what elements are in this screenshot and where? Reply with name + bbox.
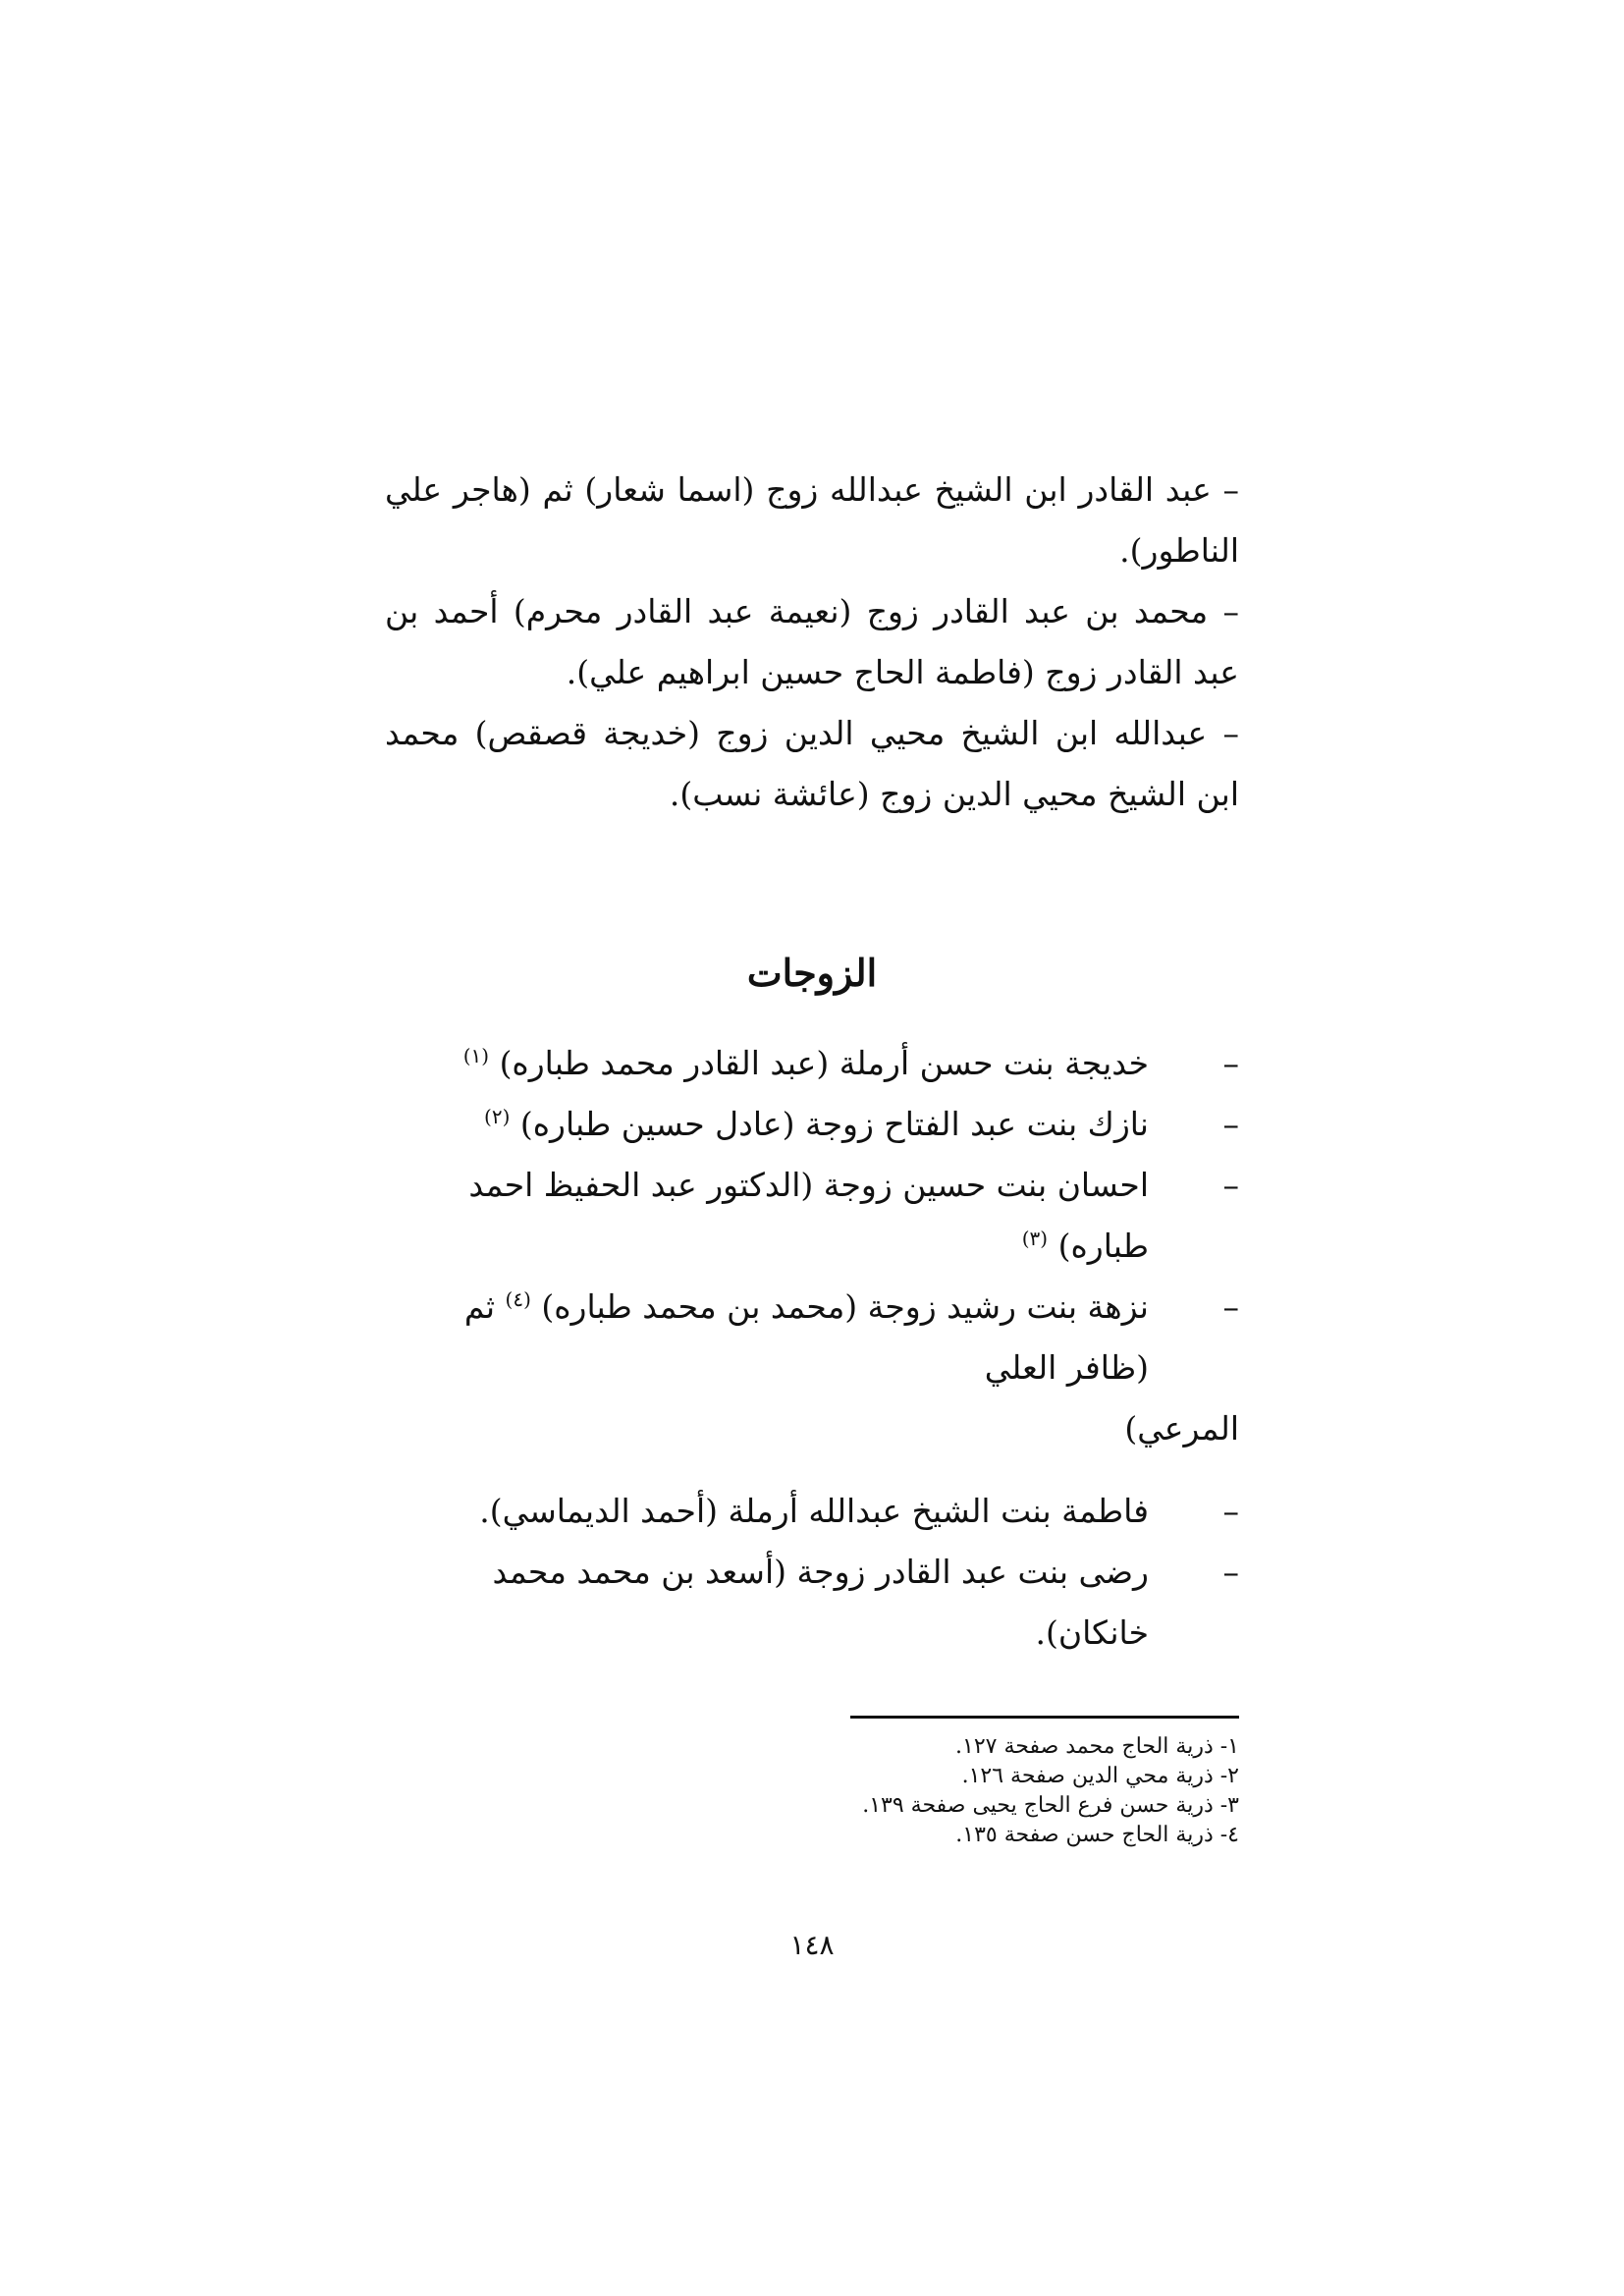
list-dash: – [1222,1105,1239,1143]
footnote-divider [850,1716,1239,1719]
footnote: ٤- ذرية الحاج حسن صفحة ١٣٥. [955,1823,1239,1847]
footnote-ref: (١) [462,1044,490,1067]
page-number: ١٤٨ [789,1929,835,1961]
list-dash: – [1222,1492,1239,1530]
footnote: ١- ذرية الحاج محمد صفحة ١٢٧. [955,1734,1239,1759]
list-dash: – [1222,1166,1239,1204]
section-title: الزوجات [746,951,878,995]
footnote: ٣- ذرية حسن فرع الحاج يحيى صفحة ١٣٩. [862,1793,1239,1818]
intro-section [385,460,1239,825]
list-item [385,1542,1239,1664]
list-item-text: فاطمة بنت الشيخ عبدالله أرملة (أحمد الديماسي). [479,1492,1149,1530]
list-item-text: نازك بنت عبد الفتاح زوجة (عادل حسين طباره) [519,1105,1149,1143]
list-item [385,1155,1239,1277]
list-item [385,1033,1239,1094]
footnote-ref: (٢) [484,1105,511,1128]
footnote: ٢- ذرية محي الدين صفحة ١٢٦. [961,1764,1239,1788]
list-item [385,1481,1239,1542]
list-item [385,1094,1239,1155]
list-dash: – [1222,1553,1239,1591]
intro-paragraph: – عبدالله ابن الشيخ محيي الدين زوج (خديجة قصقص) محمد ابن الشيخ محيي الدين زوج (عائشة نسب). [385,714,1239,813]
footnote-ref: (٣) [1021,1227,1049,1250]
wives-list [385,1033,1239,1664]
list-item-text: احسان بنت حسين زوجة (الدكتور عبد الحفيظ احمد طباره) [468,1166,1149,1265]
intro-paragraph: – محمد بن عبد القادر زوج (نعيمة عبد القادر محرم) أحمد بن عبد القادر زوج (فاطمة الحاج حسين ابراهيم علي). [385,592,1239,691]
list-item-text: نزهة بنت رشيد زوجة (محمد بن محمد طباره) [541,1287,1149,1326]
list-dash: – [1222,1044,1239,1082]
list-item-continuation: المرعي) [1124,1409,1239,1448]
list-dash: – [1222,1287,1239,1326]
footnote-ref: (٤) [505,1287,531,1311]
footnotes [850,1732,1239,1850]
list-item-text: خديجة بنت حسن أرملة (عبد القادر محمد طباره) [499,1044,1149,1082]
intro-paragraph: – عبد القادر ابن الشيخ عبدالله زوج (اسما شعار) ثم (هاجر علي الناطور). [385,470,1239,570]
list-item-text-after: ثم (ظافر العلي [463,1287,1149,1387]
list-item [385,1277,1239,1459]
list-item-text: رضى بنت عبد القادر زوجة (أسعد بن محمد محمد خانكان). [492,1553,1149,1652]
